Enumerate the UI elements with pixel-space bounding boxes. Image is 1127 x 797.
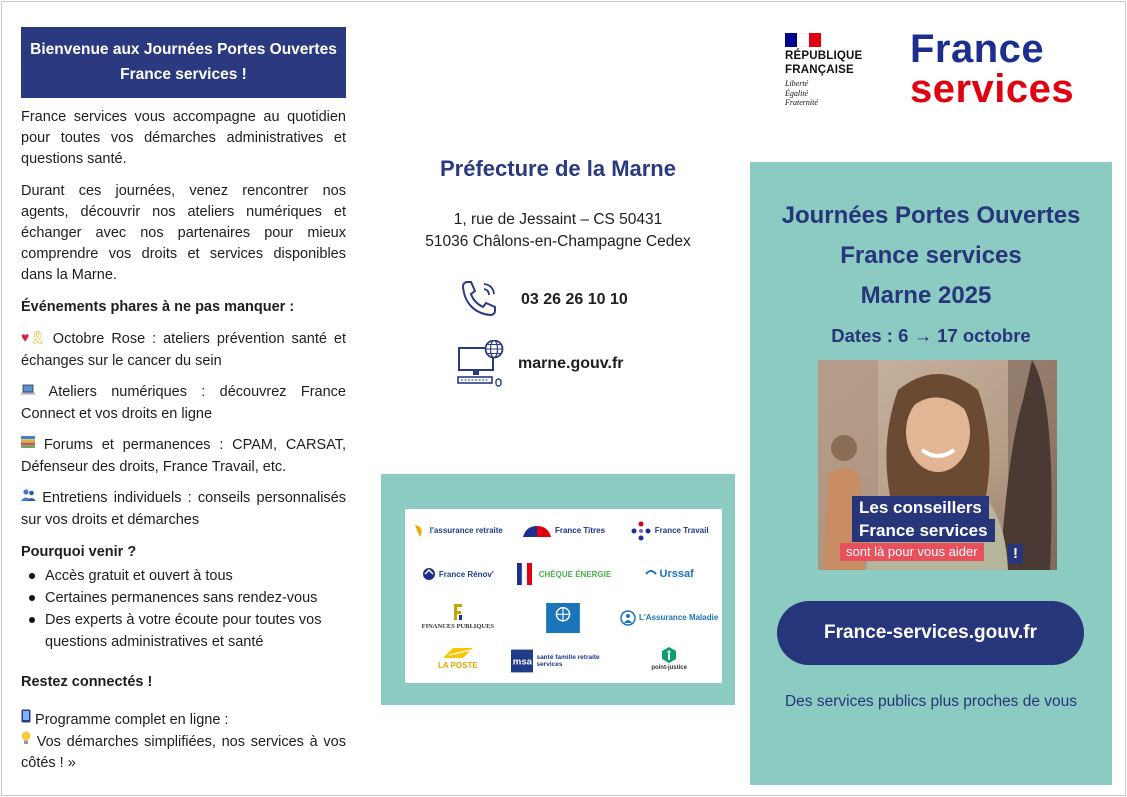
phone-number[interactable]: 03 26 26 10 10 — [521, 291, 628, 308]
republique-francaise-logo — [785, 49, 871, 77]
event-title — [750, 196, 1112, 316]
address — [380, 209, 736, 253]
event-text: Entretiens individuels : conseils personnalisés sur vos droits et démarches — [21, 490, 347, 528]
connect-line-slogan — [21, 731, 346, 774]
connect-line-program — [21, 709, 346, 731]
books-icon — [21, 434, 35, 456]
people-icon — [21, 487, 36, 509]
events-heading: Événements phares à ne pas manquer : — [21, 299, 295, 315]
marianne-logo — [785, 33, 821, 47]
left-column — [21, 27, 346, 774]
la-poste-logo — [438, 646, 478, 676]
event-title-line-3: Marne 2025 — [860, 282, 992, 309]
event-dates: Dates : 6 → 17 octobre — [831, 325, 1031, 346]
heart-icon: ♥ — [21, 329, 30, 345]
computer-globe-icon — [457, 340, 505, 388]
photo-caption-line-1: Les conseillers — [852, 496, 989, 519]
welcome-banner: Bienvenue aux Journées Portes Ouvertes France services ! — [21, 27, 346, 98]
list-item: Des experts à votre écoute pour toutes vos questions administratives et santé — [21, 609, 346, 653]
partners-logo-grid — [405, 509, 722, 683]
republique-text: RÉPUBLIQUE FRANÇAISE — [785, 50, 863, 76]
phone-icon — [457, 276, 505, 324]
devise-egalite: Égalité — [785, 88, 809, 98]
event-text: Ateliers numériques : découvrez France Connect et vos droits en ligne — [21, 384, 346, 422]
event-item-octobre-rose — [21, 327, 346, 372]
devise — [785, 79, 818, 108]
partner-name: France Rénov' — [438, 569, 494, 579]
event-text: Octobre Rose : ateliers prévention santé et échanges sur le cancer du sein — [21, 331, 347, 369]
caf-logo — [545, 603, 581, 633]
partner-name: France Travail — [654, 526, 709, 536]
svg-text:msa: msa — [512, 656, 532, 668]
intro-paragraph-2: Durant ces journées, venez rencontrer nos agents, découvrir nos ateliers numériques et échanger avec nos partenaires pour mieux comprendre vos droits et services disponibles dans la Marne. — [21, 183, 346, 283]
assurance-retraite-logo — [413, 516, 503, 546]
event-text: Forums et permanences : CPAM, CARSAT, Défenseur des droits, France Travail, etc. — [21, 437, 346, 475]
partner-name: point-justice — [651, 665, 687, 672]
cheque-energie-logo — [516, 559, 611, 589]
partner-name: Urssaf — [659, 567, 694, 580]
laptop-icon — [21, 381, 35, 403]
phone-contact — [457, 276, 628, 324]
intro-paragraph-1: France services vous accompagne au quotidien pour toutes vos démarches administratives et questions santé. — [21, 109, 346, 167]
devise-fraternite: Fraternité — [785, 98, 818, 107]
brand-france: France — [910, 27, 1045, 71]
website-contact — [457, 340, 624, 388]
why-heading: Pourquoi venir ? — [21, 544, 137, 560]
light-bulb-icon — [21, 731, 31, 752]
partner-name: L'Assurance Maladie — [639, 613, 719, 623]
website-link[interactable]: marne.gouv.fr — [518, 355, 624, 372]
assurance-maladie-logo — [620, 603, 718, 633]
connect-text: Programme complet en ligne : — [35, 712, 229, 728]
partner-name: l'assurance retraite — [429, 526, 503, 536]
ribbon-icon: 🎗 — [29, 330, 46, 345]
photo-caption-mark: ! — [1008, 544, 1023, 564]
finances-publiques-logo — [422, 603, 494, 633]
connect-block — [21, 709, 346, 774]
devise-liberte: Liberté — [785, 79, 809, 88]
brand-services: services — [910, 67, 1075, 111]
reasons-list — [21, 565, 346, 653]
address-line-1: 1, rue de Jessaint – CS 50431 — [453, 211, 663, 228]
address-line-2: 51036 Châlons-en-Champagne Cedex — [425, 233, 691, 250]
event-item-entretiens — [21, 487, 346, 531]
photo-caption — [818, 360, 1057, 570]
partner-name: CHÈQUE ÉNERGIE — [538, 569, 612, 579]
partner-name: santé famille retraite services — [536, 654, 600, 669]
event-item-forums — [21, 434, 346, 478]
partner-name: LA POSTE — [437, 661, 478, 671]
event-title-line-1: Journées Portes Ouvertes — [781, 202, 1081, 229]
prefecture-title: Préfecture de la Marne — [440, 156, 676, 181]
france-travail-logo — [630, 516, 709, 546]
mobile-phone-icon — [21, 709, 31, 730]
photo-caption-line-3: sont là pour vous aider — [840, 543, 984, 561]
partner-name: France Titres — [554, 526, 606, 536]
connect-text: Vos démarches simplifiées, nos services à vos côtés ! » — [21, 734, 346, 771]
list-item: Certaines permanences sans rendez-vous — [21, 587, 346, 609]
list-item: Accès gratuit et ouvert à tous — [21, 565, 346, 587]
point-justice-logo — [651, 646, 687, 676]
tagline: Des services publics plus proches de vous — [784, 693, 1078, 710]
connect-heading: Restez connectés ! — [21, 674, 153, 690]
urssaf-logo — [645, 559, 694, 589]
event-item-ateliers-numeriques — [21, 381, 346, 425]
partner-name: FINANCES PUBLIQUES — [421, 622, 495, 630]
middle-column — [380, 150, 736, 253]
france-titres-logo — [522, 516, 605, 546]
event-title-line-2: France services — [840, 242, 1022, 269]
france-services-website-button[interactable]: France-services.gouv.fr — [777, 601, 1084, 665]
france-renov-logo — [422, 559, 494, 589]
photo-caption-line-2: France services — [852, 519, 995, 542]
msa-logo — [511, 646, 617, 676]
advisor-photo — [818, 360, 1057, 570]
